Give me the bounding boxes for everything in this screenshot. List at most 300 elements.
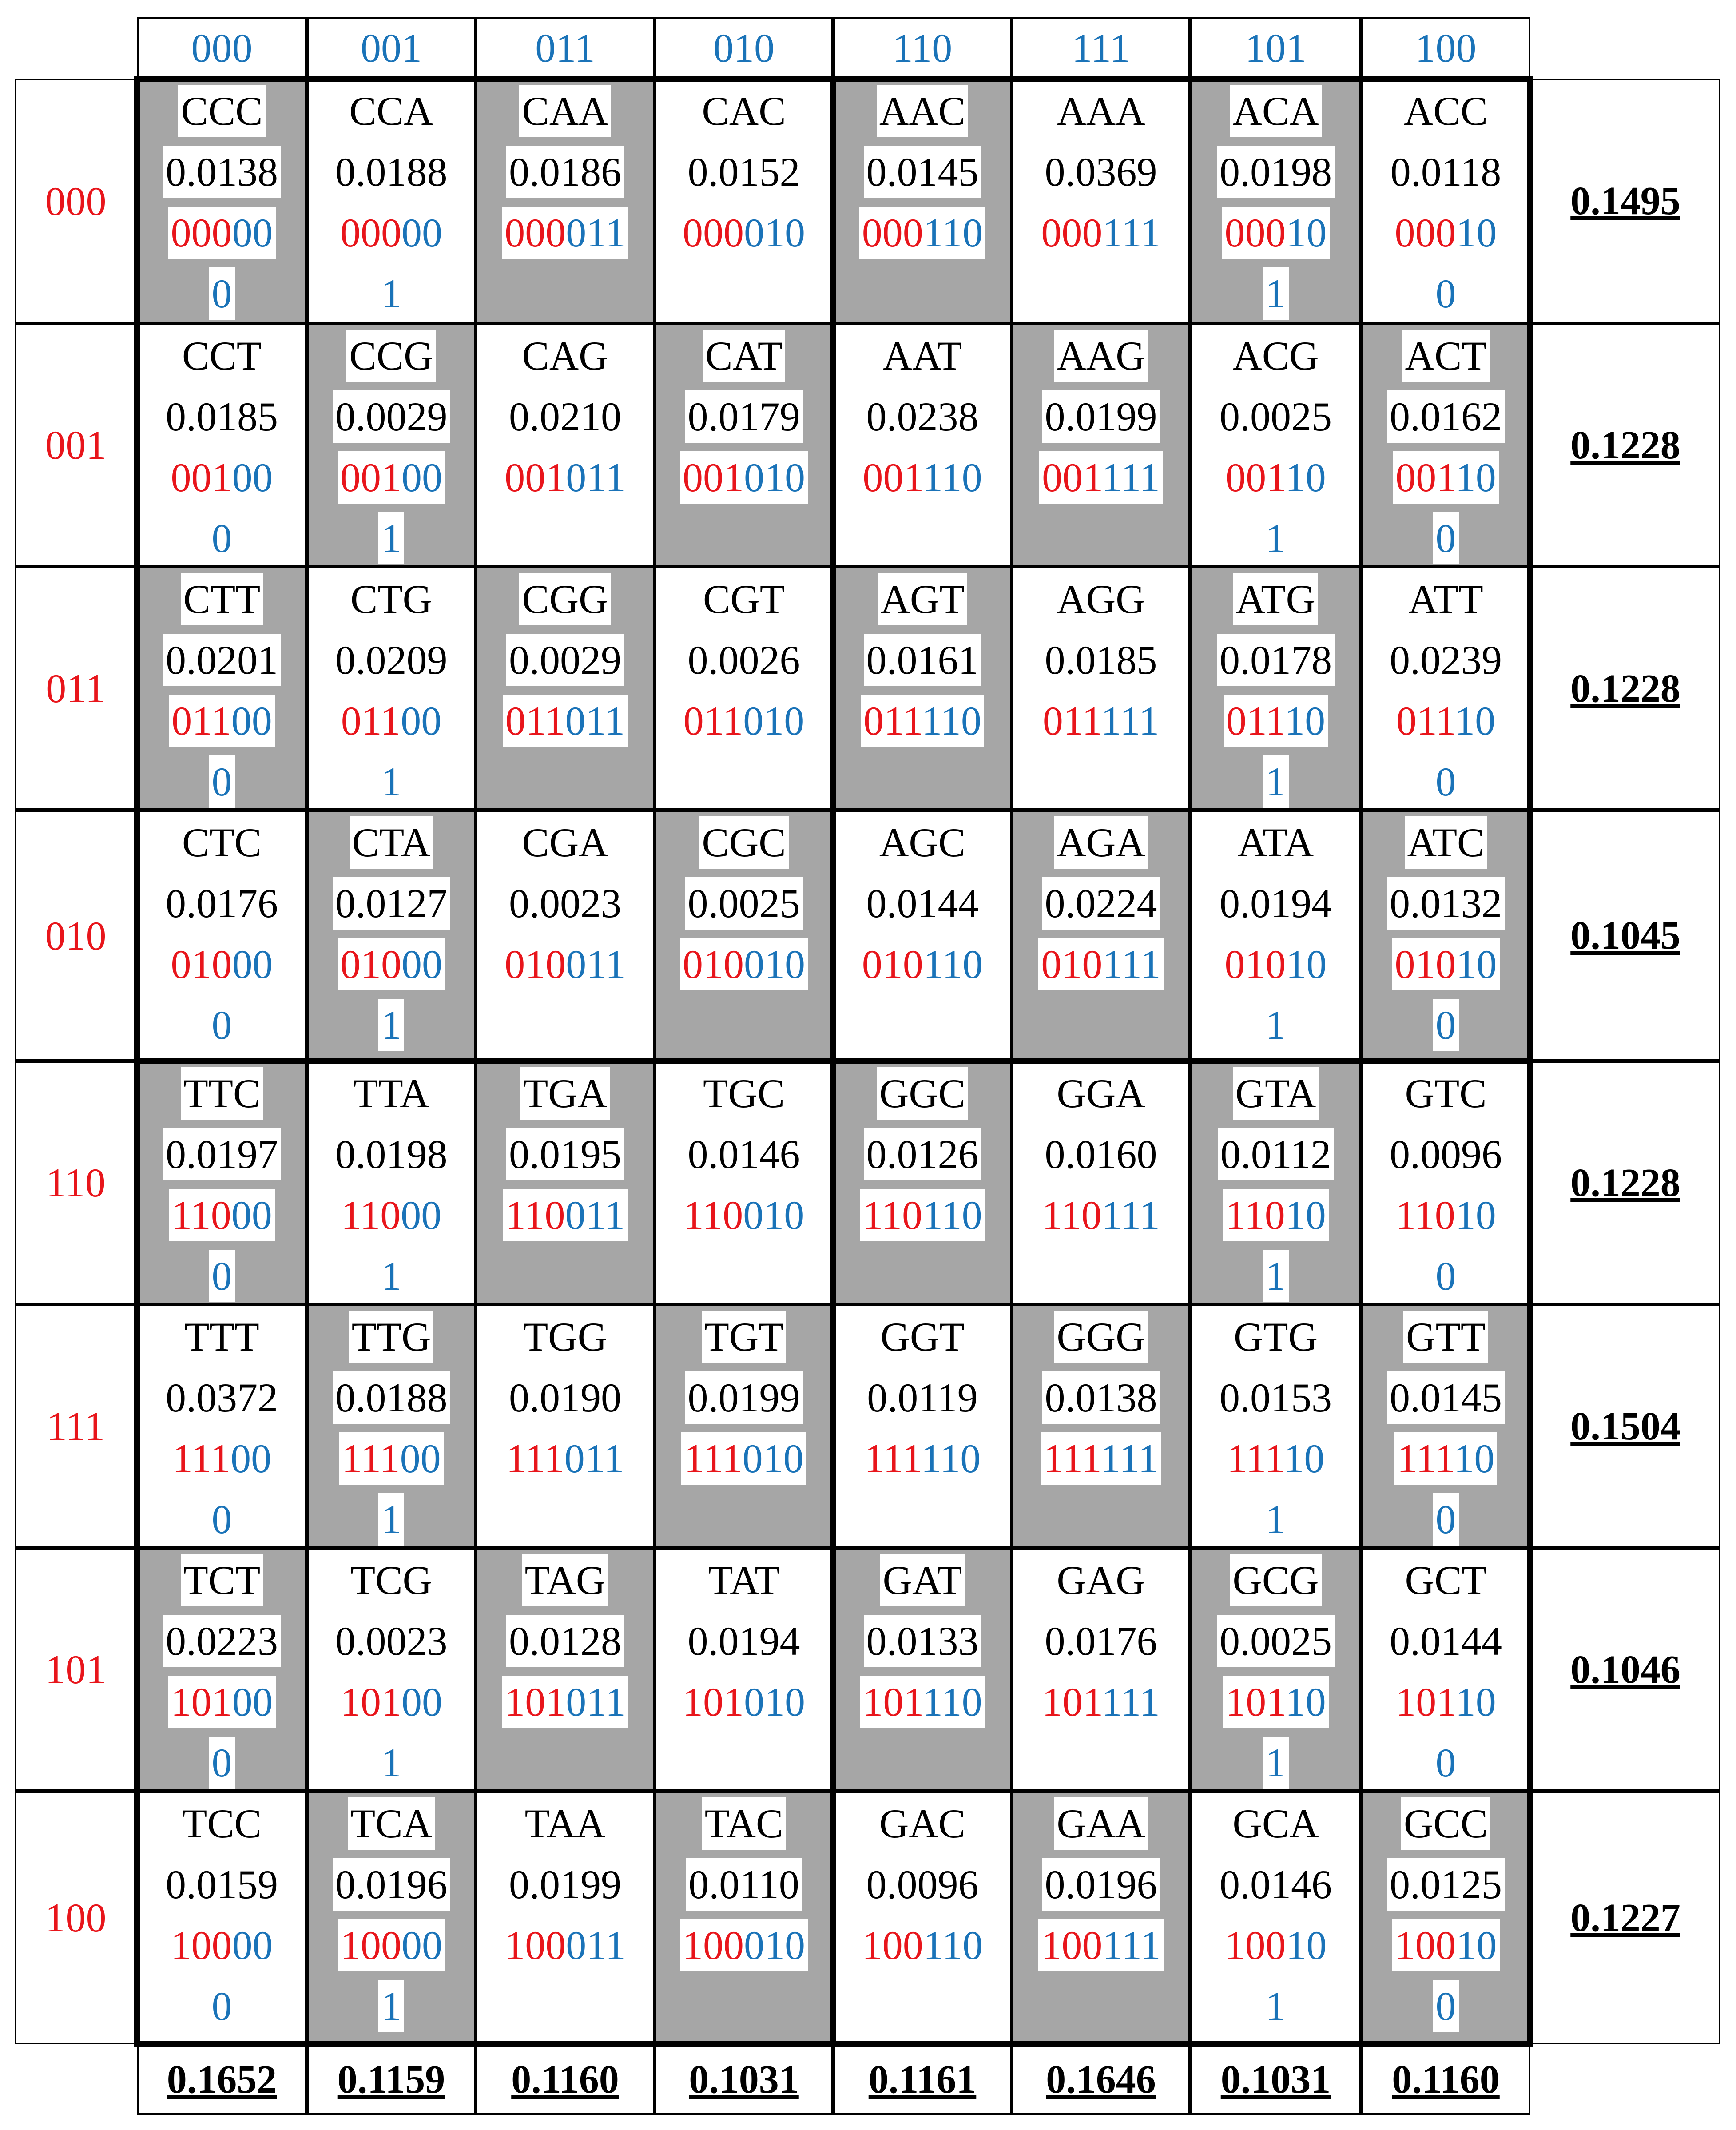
row-header: 110 [15, 1061, 137, 1304]
binary-code-text [340, 1678, 442, 1725]
binary-code-text [339, 1432, 443, 1485]
code-bit-blue: 1 [922, 1192, 941, 1238]
codon-label [477, 1063, 653, 1124]
code-bit-red: 1 [525, 941, 546, 987]
codon-cell [476, 1791, 655, 2044]
code-bit-blue: 1 [1102, 210, 1121, 255]
code-bit-red: 1 [882, 1192, 902, 1238]
binary-code-text [340, 209, 442, 256]
code-bit-red: 0 [1435, 941, 1456, 987]
codon-cell [476, 79, 655, 323]
frequency-value [139, 1854, 305, 1915]
binary-code [1013, 1915, 1188, 1975]
frequency-value [309, 629, 474, 690]
code-bit-blue: 0 [1475, 1679, 1496, 1725]
codon-label [1192, 1063, 1359, 1124]
frequency-value [835, 386, 1010, 447]
code-bit-blue: 0 [1305, 1192, 1326, 1238]
frequency-value [835, 1610, 1010, 1671]
code-bit-blue: 1 [1283, 1435, 1304, 1481]
codon-text: CGG [519, 573, 611, 625]
frequency-value [1363, 1610, 1529, 1671]
frequency-value [656, 1854, 831, 1915]
codon-text: GCA [1232, 1800, 1319, 1846]
codon-text: TGA [520, 1067, 610, 1120]
codon-label [1013, 325, 1188, 386]
binary-code-wrap [1363, 751, 1529, 810]
code-bit-blue: 0 [566, 1679, 587, 1725]
code-bit-blue: 1 [1121, 941, 1140, 987]
codon-label [656, 1550, 831, 1610]
frequency-text: 0.0029 [506, 634, 624, 686]
code-bit-red: 1 [190, 1192, 211, 1238]
code-bit-blue: 0 [1476, 210, 1497, 255]
codon-text: GCG [1230, 1554, 1321, 1606]
codon-text: GTC [1405, 1070, 1487, 1116]
codon-label [1013, 812, 1188, 873]
binary-code-text [505, 1922, 626, 1969]
codon-cell [655, 1548, 833, 1791]
codon-label [835, 568, 1010, 629]
binary-code-text [1223, 1189, 1329, 1241]
quadrant-border [134, 76, 140, 2047]
frequency-text: 0.0198 [335, 1131, 448, 1177]
codon-cell [1361, 323, 1530, 567]
code-bit-red: 1 [1266, 454, 1285, 500]
frequency-value [477, 1854, 653, 1915]
code-bit-red: 0 [340, 941, 361, 987]
code-bit-red: 1 [191, 1435, 211, 1481]
codon-label [656, 812, 831, 873]
code-bit-blue: 0 [1475, 454, 1496, 500]
codon-cell [1012, 323, 1190, 567]
code-bit-blue: 0 [231, 698, 252, 743]
binary-code-text [503, 695, 628, 747]
code-bit-blue: 0 [401, 1922, 422, 1968]
codon-cell [307, 79, 476, 323]
frequency-text: 0.0096 [1390, 1131, 1502, 1177]
binary-code-text [1392, 1919, 1500, 1971]
code-bit-red: 0 [191, 454, 212, 500]
binary-code-last-bit: 0 [211, 515, 232, 561]
column-header: 000 [137, 17, 307, 79]
code-bit-blue: 0 [252, 1922, 273, 1968]
binary-code-text [683, 1192, 805, 1239]
code-bit-blue: 0 [962, 941, 983, 987]
binary-code-text [680, 1919, 808, 1971]
column-total: 0.1159 [307, 2044, 476, 2115]
binary-code-last-bit: 1 [378, 999, 404, 1051]
binary-code-wrap [309, 1245, 474, 1304]
code-bit-blue: 0 [1476, 941, 1497, 987]
code-bit-blue: 0 [962, 210, 983, 255]
frequency-text: 0.0199 [1042, 390, 1160, 443]
codon-label [1363, 568, 1529, 629]
code-bit-blue: 1 [1454, 698, 1475, 743]
codon-label [309, 812, 474, 873]
binary-code [1013, 202, 1188, 263]
codon-label [1192, 1793, 1359, 1854]
codon-text: TCG [350, 1557, 432, 1603]
code-bit-red: 0 [545, 210, 566, 255]
binary-code-text [1395, 209, 1497, 256]
binary-code-text [338, 451, 445, 504]
codon-cell [655, 323, 833, 567]
codon-label [835, 325, 1010, 386]
codon-text: CGT [703, 576, 785, 622]
binary-code-text [502, 207, 628, 259]
binary-code-last-bit: 1 [378, 1493, 404, 1546]
row-total: 0.1046 [1530, 1548, 1720, 1791]
code-bit-blue: 0 [744, 941, 764, 987]
codon-cell [1190, 323, 1361, 567]
binary-code-wrap [139, 263, 305, 323]
code-bit-blue: 1 [605, 454, 626, 500]
code-bit-red: 1 [1246, 698, 1266, 743]
code-bit-blue: 0 [1305, 454, 1326, 500]
code-bit-blue: 1 [941, 454, 962, 500]
code-bit-blue: 0 [232, 454, 253, 500]
code-bit-red: 0 [683, 454, 703, 500]
frequency-value [309, 386, 474, 447]
code-bit-red: 0 [544, 1192, 565, 1238]
binary-code [1013, 1184, 1188, 1245]
code-bit-blue: 0 [742, 1435, 763, 1481]
binary-code [477, 1671, 653, 1732]
code-bit-red: 1 [684, 1435, 703, 1481]
code-bit-blue: 1 [1140, 941, 1161, 987]
codon-label [477, 1793, 653, 1854]
code-bit-red: 0 [525, 210, 546, 255]
code-bit-blue: 1 [586, 454, 605, 500]
code-bit-blue: 0 [785, 1679, 805, 1725]
frequency-text: 0.0178 [1217, 634, 1335, 686]
binary-code-text [169, 1189, 275, 1241]
binary-code-text [506, 1435, 624, 1482]
code-bit-blue: 1 [941, 1679, 962, 1725]
code-bit-blue: 0 [565, 698, 586, 743]
binary-code-wrap [309, 751, 474, 810]
column-header: 111 [1012, 17, 1190, 79]
binary-code-last-bit: 1 [378, 512, 404, 564]
binary-code [656, 1184, 831, 1245]
code-bit-red: 1 [1062, 1435, 1081, 1481]
code-bit-red: 0 [1415, 210, 1436, 255]
code-bit-red: 1 [862, 1192, 882, 1238]
binary-code [1363, 934, 1529, 994]
code-bit-red: 0 [1082, 941, 1103, 987]
binary-code-text [860, 1676, 985, 1728]
codon-text: ATA [1237, 819, 1314, 865]
binary-code-text [1222, 207, 1330, 259]
binary-code-text [169, 695, 275, 747]
frequency-text: 0.0188 [335, 149, 448, 195]
binary-code-last-bit: 1 [381, 759, 401, 804]
codon-label [139, 812, 305, 873]
code-bit-red: 0 [525, 1679, 546, 1725]
binary-code-wrap [1363, 1975, 1529, 2036]
codon-text: AGG [1057, 576, 1145, 622]
code-bit-blue: 1 [764, 1679, 785, 1725]
frequency-text: 0.0112 [1218, 1128, 1334, 1180]
code-bit-blue: 0 [785, 941, 805, 987]
codon-text: CTT [181, 573, 263, 625]
frequency-text: 0.0133 [864, 1615, 981, 1667]
binary-code [1192, 690, 1359, 751]
binary-code-wrap [309, 1489, 474, 1548]
codon-text: CTC [182, 819, 262, 865]
binary-code [1363, 1428, 1529, 1489]
code-bit-red: 1 [1082, 698, 1101, 743]
code-bit-red: 0 [191, 1679, 212, 1725]
code-bit-blue: 1 [1101, 454, 1121, 500]
code-bit-red: 0 [505, 698, 526, 743]
frequency-text: 0.0144 [1390, 1618, 1502, 1664]
codon-cell [1361, 567, 1530, 810]
code-bit-blue: 0 [401, 454, 422, 500]
frequency-value [1013, 1124, 1188, 1184]
binary-code-wrap [139, 1975, 305, 2036]
codon-cell [1190, 79, 1361, 323]
binary-code-text [338, 938, 445, 990]
codon-cell [137, 323, 307, 567]
frequency-text: 0.0110 [686, 1858, 802, 1911]
frequency-text: 0.0025 [685, 877, 803, 930]
frequency-value [1013, 386, 1188, 447]
code-bit-blue: 0 [565, 1192, 586, 1238]
binary-code [1192, 447, 1359, 508]
frequency-value [1013, 141, 1188, 202]
code-bit-blue: 0 [961, 1679, 982, 1725]
codon-cell [1190, 567, 1361, 810]
code-bit-red: 1 [360, 1192, 381, 1238]
frequency-value [477, 873, 653, 934]
binary-code [477, 1184, 653, 1245]
code-bit-blue: 0 [422, 1922, 442, 1968]
code-bit-red: 1 [211, 698, 231, 743]
row-total: 0.1045 [1530, 810, 1720, 1061]
code-bit-blue: 1 [1102, 941, 1121, 987]
frequency-value [835, 141, 1010, 202]
code-bit-blue: 1 [1286, 1922, 1307, 1968]
binary-code [835, 690, 1010, 751]
codon-text: GTA [1233, 1067, 1319, 1120]
codon-cell [476, 1548, 655, 1791]
code-bit-red: 1 [1042, 1679, 1063, 1725]
codon-cell [476, 323, 655, 567]
code-bit-red: 0 [703, 454, 723, 500]
column-header: 011 [476, 17, 655, 79]
quadrant-border [830, 76, 836, 2047]
codon-cell [137, 1061, 307, 1304]
code-bit-red: 1 [1224, 1922, 1245, 1968]
codon-cell [137, 810, 307, 1061]
binary-code-last-bit: 1 [1265, 1983, 1286, 2029]
code-bit-blue: 1 [1285, 1679, 1306, 1725]
codon-text: GCC [1401, 1797, 1490, 1850]
code-bit-blue: 0 [401, 210, 422, 255]
binary-code-text [1042, 1192, 1160, 1239]
code-bit-red: 1 [1083, 1679, 1102, 1725]
code-bit-red: 1 [544, 1435, 564, 1481]
code-bit-blue: 1 [1456, 210, 1477, 255]
codon-text: ATT [1408, 576, 1483, 622]
codon-text: ATC [1405, 816, 1487, 869]
code-bit-red: 0 [1226, 698, 1247, 743]
code-bit-red: 0 [703, 1922, 723, 1968]
code-bit-red: 0 [1394, 941, 1415, 987]
code-bit-red: 0 [191, 1922, 212, 1968]
code-bit-blue: 0 [400, 1435, 421, 1481]
frequency-text: 0.0159 [166, 1861, 278, 1907]
code-bit-blue: 1 [923, 941, 942, 987]
frequency-value [139, 873, 305, 934]
binary-code-text [171, 941, 273, 988]
code-bit-red: 1 [723, 454, 744, 500]
binary-code [1013, 447, 1188, 508]
code-bit-red: 0 [1225, 454, 1246, 500]
codon-cell [833, 1304, 1012, 1548]
code-bit-blue: 0 [784, 698, 805, 743]
binary-code-text [1392, 938, 1500, 990]
binary-code-text [1225, 454, 1326, 501]
code-bit-blue: 0 [566, 941, 587, 987]
code-bit-blue: 0 [744, 454, 764, 500]
binary-code [1192, 1184, 1359, 1245]
code-bit-red: 0 [683, 698, 704, 743]
code-bit-red: 0 [1415, 1922, 1436, 1968]
frequency-text: 0.0146 [687, 1131, 800, 1177]
binary-code-last-bit: 0 [1435, 759, 1456, 804]
code-bit-red: 0 [1416, 454, 1437, 500]
codon-cell [307, 567, 476, 810]
codon-text: TAG [522, 1554, 608, 1606]
binary-code-text [1039, 451, 1163, 504]
code-bit-blue: 0 [1306, 210, 1327, 255]
frequency-text: 0.0119 [867, 1375, 978, 1420]
binary-code-text [861, 695, 984, 747]
frequency-value [139, 629, 305, 690]
binary-code [1363, 447, 1529, 508]
code-bit-red: 0 [902, 941, 923, 987]
column-total: 0.1031 [655, 2044, 833, 2115]
code-bit-red: 0 [361, 1679, 381, 1725]
frequency-value [309, 1610, 474, 1671]
code-bit-red: 0 [211, 1192, 231, 1238]
frequency-value [1013, 1367, 1188, 1428]
binary-code-text [864, 1435, 981, 1482]
codon-cell [1361, 810, 1530, 1061]
codon-label [1363, 325, 1529, 386]
codon-text: GGA [1057, 1070, 1145, 1116]
codon-text: AAA [1057, 88, 1145, 134]
binary-code [1192, 1671, 1359, 1732]
binary-code-text [505, 454, 626, 501]
code-bit-red: 1 [545, 1679, 566, 1725]
binary-code [309, 1184, 474, 1245]
code-bit-blue: 0 [251, 1435, 272, 1481]
code-bit-red: 0 [1416, 1679, 1437, 1725]
codon-label [1192, 325, 1359, 386]
code-bit-red: 0 [361, 1922, 381, 1968]
codon-label [139, 1793, 305, 1854]
frequency-text: 0.0026 [687, 637, 800, 683]
binary-code [1192, 934, 1359, 994]
code-bit-red: 1 [722, 1435, 743, 1481]
frequency-value [1013, 1854, 1188, 1915]
code-bit-blue: 0 [252, 210, 273, 255]
code-bit-red: 1 [703, 698, 723, 743]
code-bit-red: 0 [1264, 1192, 1285, 1238]
frequency-value [656, 141, 831, 202]
frequency-value [139, 386, 305, 447]
codon-cell [1190, 1061, 1361, 1304]
codon-cell [655, 79, 833, 323]
code-bit-blue: 0 [784, 1192, 805, 1238]
code-bit-blue: 0 [230, 1435, 251, 1481]
code-bit-blue: 1 [1101, 1192, 1121, 1238]
frequency-value [1192, 1124, 1359, 1184]
binary-code [835, 1184, 1010, 1245]
row-header: 100 [15, 1791, 137, 2044]
code-bit-red: 0 [211, 1922, 232, 1968]
code-bit-red: 0 [902, 1922, 923, 1968]
binary-code-text [859, 207, 986, 259]
frequency-value [477, 629, 653, 690]
binary-code-text [1395, 1678, 1496, 1725]
code-bit-blue: 0 [232, 210, 253, 255]
frequency-text: 0.0185 [1045, 637, 1157, 683]
code-bit-red: 0 [683, 941, 703, 987]
code-bit-red: 0 [211, 941, 232, 987]
code-bit-blue: 1 [1120, 1679, 1140, 1725]
frequency-value [1192, 1854, 1359, 1915]
code-bit-red: 1 [171, 1192, 191, 1238]
codon-text: TCC [182, 1800, 262, 1846]
binary-code [835, 1671, 1010, 1732]
code-bit-red: 0 [1082, 1922, 1103, 1968]
binary-code-wrap [1363, 994, 1529, 1055]
code-bit-blue: 1 [763, 1192, 784, 1238]
codon-label [1363, 80, 1529, 141]
code-bit-red: 1 [1415, 941, 1436, 987]
code-bit-blue: 1 [586, 1922, 605, 1968]
binary-code-last-bit: 1 [378, 1980, 404, 2032]
frequency-value [835, 629, 1010, 690]
code-bit-blue: 1 [1140, 210, 1161, 255]
binary-code [656, 1428, 831, 1489]
column-header: 010 [655, 17, 833, 79]
code-bit-red: 0 [902, 210, 923, 255]
binary-code-last-bit: 0 [209, 1737, 235, 1789]
code-bit-red: 1 [210, 1435, 231, 1481]
code-bit-red: 0 [1041, 210, 1062, 255]
code-bit-red: 1 [1083, 454, 1102, 500]
codon-label [477, 1306, 653, 1367]
code-bit-red: 1 [862, 1922, 882, 1968]
code-bit-red: 0 [341, 698, 362, 743]
code-bit-blue: 1 [1139, 1192, 1160, 1238]
code-bit-red: 0 [1265, 941, 1286, 987]
code-bit-red: 1 [723, 1679, 744, 1725]
frequency-value [139, 141, 305, 202]
code-bit-red: 0 [545, 1922, 566, 1968]
code-bit-blue: 1 [1139, 698, 1160, 743]
code-bit-blue: 1 [1101, 698, 1120, 743]
codon-text: TTA [353, 1070, 429, 1116]
code-bit-blue: 1 [942, 210, 963, 255]
binary-code-text [1038, 938, 1163, 990]
